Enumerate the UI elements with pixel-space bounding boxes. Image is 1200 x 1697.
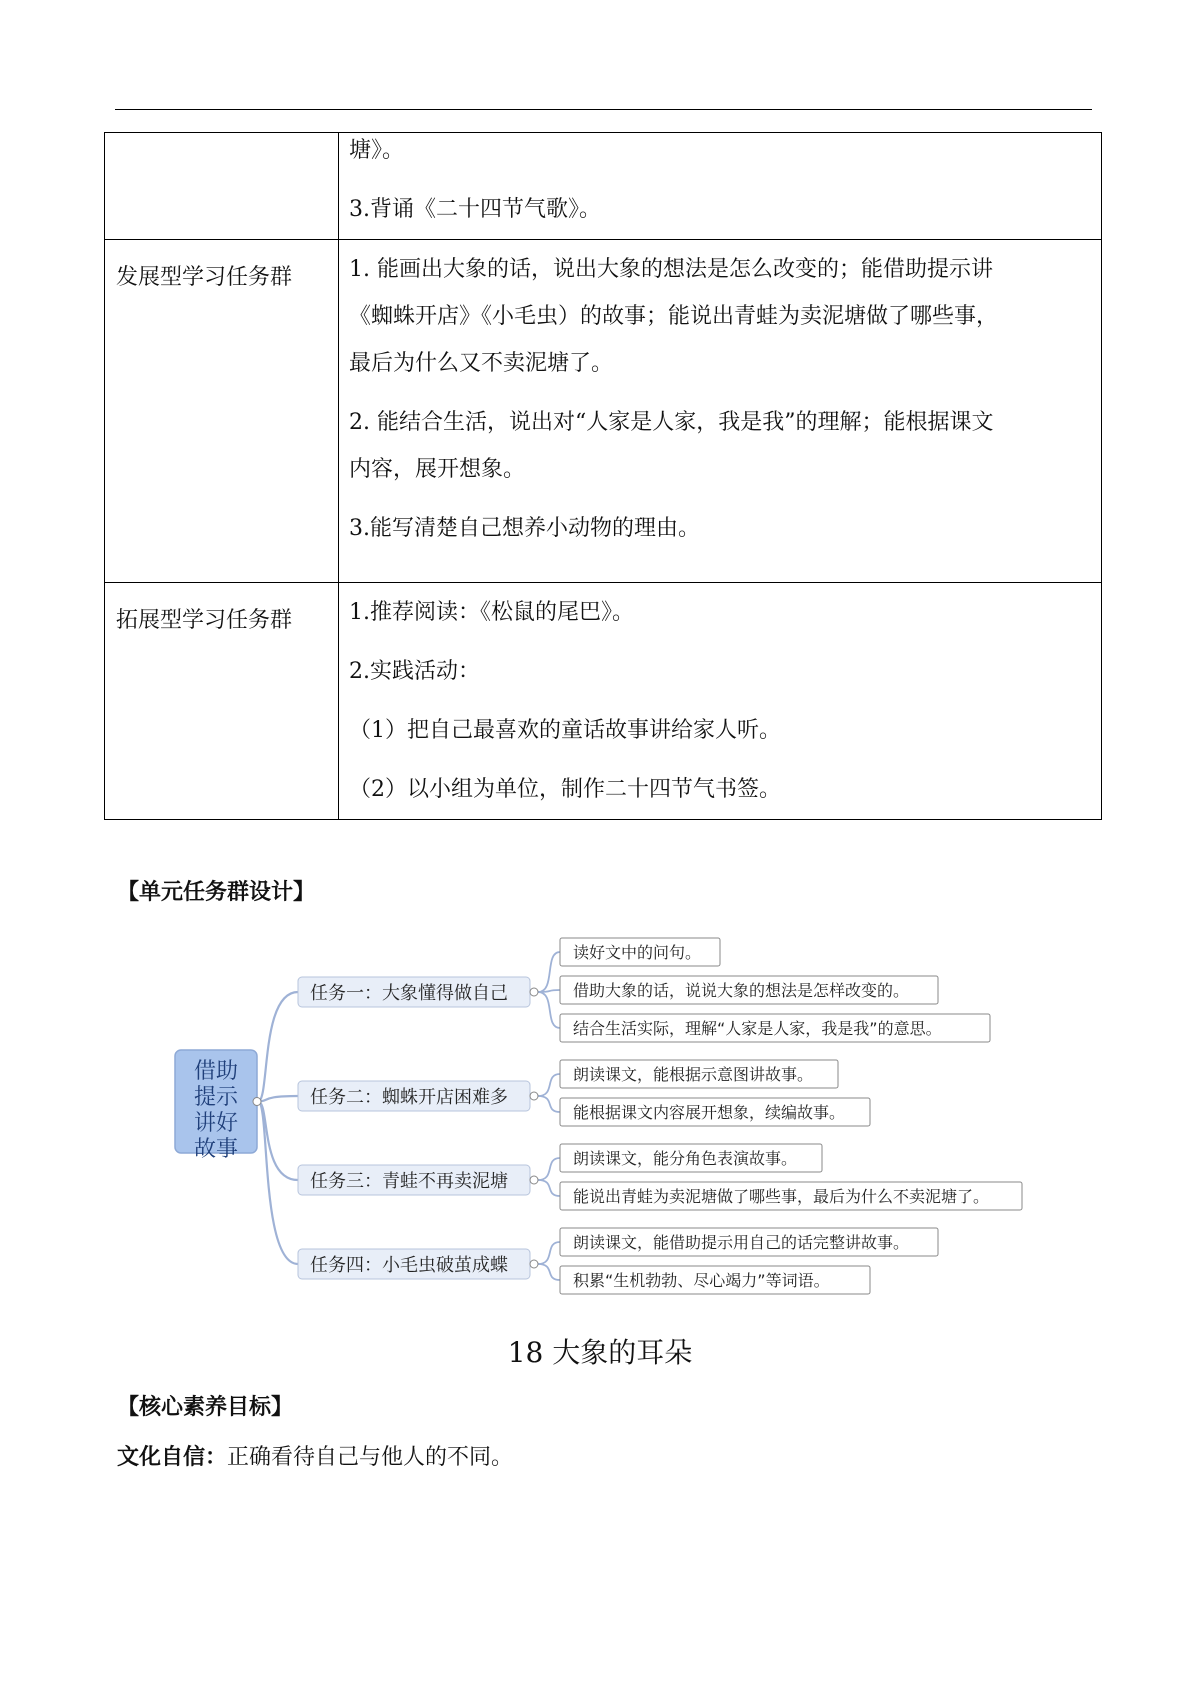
- mindmap-sub-label: 朗读课文，能借助提示用自己的话完整讲故事。: [573, 1233, 910, 1252]
- row-content: [339, 583, 1102, 820]
- row-content: [339, 133, 1102, 240]
- mindmap-connector: [538, 1074, 560, 1096]
- mindmap-connector: [258, 992, 298, 1102]
- collapse-icon: [530, 1092, 538, 1100]
- mindmap-sub-label: 积累“生机勃勃、尽心竭力”等词语。: [573, 1271, 830, 1290]
- section-title-task-design: 【单元任务群设计】: [117, 880, 316, 905]
- content-line: 2.实践活动：: [349, 659, 480, 684]
- mindmap-connector: [538, 992, 560, 1028]
- goal-label: 文化自信：: [117, 1445, 228, 1470]
- mindmap-sub-label: 结合生活实际，理解“人家是人家，我是我”的意思。: [573, 1019, 942, 1038]
- task-mindmap: [0, 930, 1200, 1310]
- mindmap-sub-label: 能说出青蛙为卖泥塘做了哪些事，最后为什么不卖泥塘了。: [573, 1187, 990, 1206]
- mindmap-root-label: 借助: [193, 1059, 239, 1084]
- lesson-title: 18 大象的耳朵: [507, 1336, 693, 1369]
- mindmap-root-label: 提示: [193, 1085, 239, 1110]
- header-rule: [115, 109, 1092, 110]
- content-line: （1）把自己最喜欢的童话故事讲给家人听。: [349, 718, 781, 743]
- collapse-icon: [530, 1260, 538, 1268]
- mindmap-task-label: 任务四：小毛虫破茧成蝶: [310, 1255, 508, 1276]
- mindmap-sub-label: 借助大象的话，说说大象的想法是怎样改变的。: [573, 981, 910, 1000]
- goal-line: [117, 1440, 513, 1471]
- mindmap-sub-label: 能根据课文内容展开想象，续编故事。: [573, 1103, 846, 1122]
- mindmap-connector: [538, 1096, 560, 1112]
- collapse-icon: [530, 988, 538, 996]
- content-line: 3.背诵《二十四节气歌》。: [349, 197, 601, 222]
- goal-text: 正确看待自己与他人的不同。: [227, 1445, 514, 1470]
- collapse-icon: [530, 1176, 538, 1184]
- mindmap-sub-label: 读好文中的问句。: [573, 943, 702, 962]
- mindmap-connector: [258, 1096, 298, 1102]
- mindmap-connector: [538, 1158, 560, 1180]
- mindmap-connector: [538, 1180, 560, 1196]
- mindmap-connector: [538, 952, 560, 992]
- mindmap-root-label: 故事: [193, 1137, 239, 1162]
- mindmap-task-label: 任务一：大象懂得做自己: [310, 983, 508, 1004]
- content-line: 3.能写清楚自己想养小动物的理由。: [349, 516, 700, 541]
- mindmap-sub-label: 朗读课文，能根据示意图讲故事。: [573, 1065, 814, 1084]
- content-line: 内容，展开想象。: [349, 457, 526, 482]
- row-label: 拓展型学习任务群: [105, 583, 339, 820]
- content-line: 塘》。: [349, 138, 405, 163]
- content-line: 《蜘蛛开店》《小毛虫）的故事；能说出青蛙为卖泥塘做了哪些事，: [349, 304, 999, 329]
- mindmap-connector: [258, 1102, 298, 1265]
- section-title-core: 【核心素养目标】: [117, 1395, 294, 1420]
- content-line: 1.推荐阅读：《松鼠的尾巴》。: [349, 600, 634, 625]
- content-line: 1. 能画出大象的话，说出大象的想法是怎么改变的；能借助提示讲: [349, 257, 993, 282]
- row-content: [339, 240, 1102, 583]
- collapse-icon: [253, 1098, 261, 1106]
- row-label: 发展型学习任务群: [105, 240, 339, 583]
- mindmap-connector: [538, 1242, 560, 1264]
- mindmap-sub-label: 朗读课文，能分角色表演故事。: [573, 1149, 798, 1168]
- table-row: [105, 240, 1102, 583]
- content-line: 最后为什么又不卖泥塘了。: [349, 351, 614, 376]
- row-label: [105, 133, 339, 240]
- content-line: （2）以小组为单位，制作二十四节气书签。: [349, 777, 781, 802]
- task-group-table: [104, 132, 1102, 820]
- mindmap-task-label: 任务二：蜘蛛开店困难多: [310, 1087, 508, 1108]
- content-line: 2. 能结合生活，说出对“人家是人家，我是我”的理解；能根据课文: [349, 410, 994, 435]
- mindmap-connector: [538, 1264, 560, 1280]
- table-row: [105, 583, 1102, 820]
- mindmap-root-label: 讲好: [193, 1111, 239, 1136]
- mindmap-task-label: 任务三：青蛙不再卖泥塘: [310, 1171, 508, 1192]
- table-row: [105, 133, 1102, 240]
